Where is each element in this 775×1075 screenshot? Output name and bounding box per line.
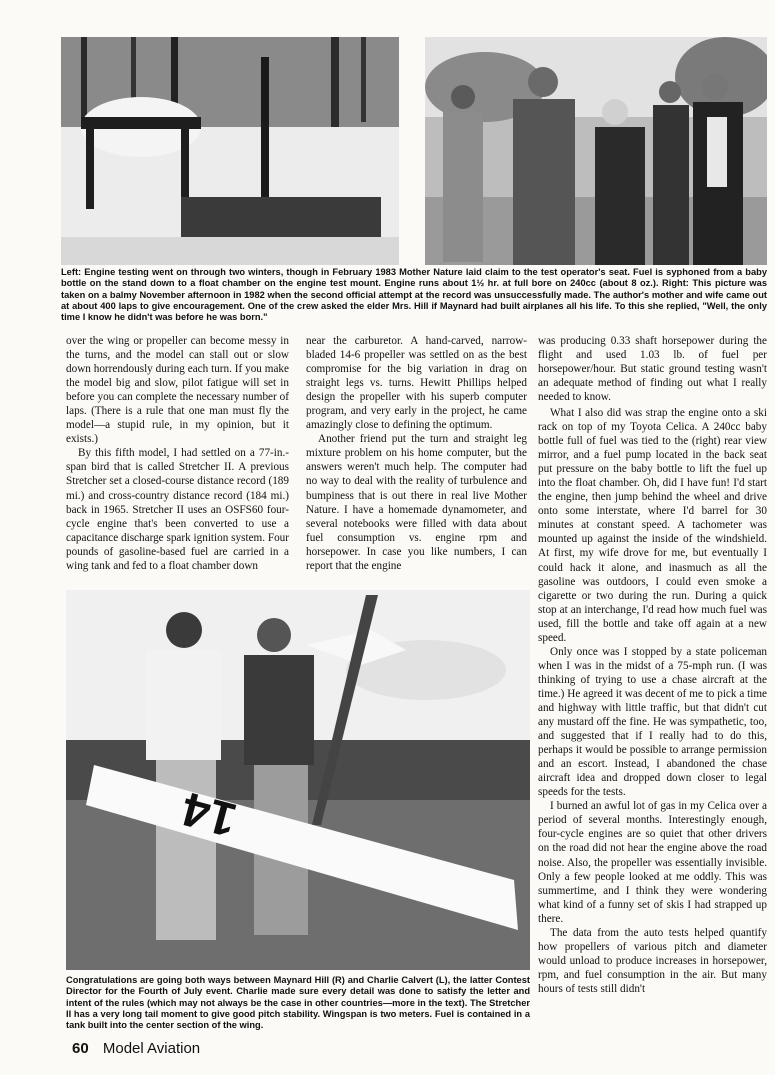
paragraph: I burned an awful lot of gas in my Celica over a period of several months. Interestingly enough, four-cycle engines are so quiet that other drivers on the road did not hear the engine above the road noise. Also, the propeller was essentially invisible. Only a few people looked at me oddly. This was summertime, and I think they were wondering what kind of a funny set of skis I had strapped up there.: [538, 800, 767, 925]
photo-engine-test-snow: [61, 37, 399, 265]
paragraph: Another friend put the turn and straight leg mixture problem on his home computer, but the answers weren't much help. The computer had no way to deal with the reality of turbulence and bumpiness that is out there in real live Mother Nature. I have a homemade dynamometer, and several notebooks were filled with data about fuel consumption vs. engine rpm and horsepower. In case you like numbers, I can report that the engine: [306, 433, 527, 572]
text-column-3-top: [538, 334, 767, 404]
magazine-name: Model Aviation: [102, 1040, 201, 1057]
photo-stretcher-ii: [66, 590, 530, 970]
photo-caption-bottom: Congratulations are going both ways between Maynard Hill (R) and Charlie Calvert (L), the latter Contest Director for the Fourth of July event. Charlie made sure every detail was done to satisfy the letter and intent of the rules (which may not always be the case in other countries—more in the text). The Stretcher II has a very long tail moment to give good pitch stability. Wingspan is two meters. Fuel is contained in a tank built into the center section of the wing.: [66, 975, 530, 1031]
paragraph: By this fifth model, I had settled on a 77-in.-span bird that is called Stretcher II. A previous Stretcher set a closed-course distance record (189 mi.) and cross-country distance record (184 mi.) back in 1965. Stretcher II uses an OSFS60 four-cycle engine that's been converted to use a capacitance discharge spark ignition system. Four pounds of gasoline-based fuel are carried in a wing tank and fed to a float chamber down: [66, 447, 289, 572]
photo-spectators: [425, 37, 767, 265]
paragraph: was producing 0.33 shaft horsepower during the flight and used 1.03 lb. of fuel per horsepower/hour. But static ground testing wasn't an adequate method of finding out what I really needed to know.: [538, 335, 767, 404]
text-column-2: [306, 334, 527, 573]
text-column-3: [538, 406, 767, 996]
paragraph: Only once was I stopped by a state policeman when I was in the midst of a 75-mph run. (I was thinking of trying to use a chase aircraft at the time.) He agreed it was decent of me to pick a time and highway with little traffic, but that didn't cut any mustard off the fine. He was sympathetic, too, and suggested that if I really had to do this, perhaps it would be possible to arrange permission and an escort. Instead, I abandoned the chase aircraft idea and dropped down closer to legal speeds for the tests.: [538, 645, 767, 799]
paragraph: What I also did was strap the engine onto a ski rack on top of my Toyota Celica. A 240cc baby bottle full of fuel was tied to the (right) rear view mirror, and a fuel pump located in the back seat put pressure on the baby bottle to lift the fuel up into the float chamber. Oh, did I have fun! I'd start the engine, then jump behind the wheel and drive onto some interstate, where I'd barrel for 30 minutes at constant speed. A tachometer was mounted up against the inside of the windshield. At first, my wife drove for me, but eventually I could hack it alone, and inasmuch as all the gasoline was outdoors, I could even smoke a cigarette or two during the run. During a quick stop at an interchange, I'd read how much fuel was used, fill the bottle and take off again at a new speed.: [538, 407, 767, 644]
paragraph: near the carburetor. A hand-carved, narrow-bladed 14-6 propeller was settled on as the best compromise for the big variation in drag on straight legs vs. turns. Hewitt Phillips helped design the propeller with his superb computer program, and very early in the project, he came amazingly close to defining the optimum.: [306, 335, 527, 432]
paragraph: over the wing or propeller can become messy in the turns, and the model can stall out or slow down horrendously during each turn. If you make the model big and slow, pilot fatigue will set in before you can complete the necessary number of laps. (There is a rule that one man must fly the model—a stupid rule, in my opinion, but it exists.): [66, 335, 289, 446]
page-folio: [72, 1040, 272, 1057]
page-number: 60: [72, 1040, 89, 1057]
text-column-1: [66, 334, 289, 573]
photo-caption-top: Left: Engine testing went on through two winters, though in February 1983 Mother Nature laid claim to the test operator's seat. Fuel is syphoned from a baby bottle on the stand down to a float chamber on the engine test mount. Engine runs about 1½ hr. at full bore on 240cc (about 8 oz.). Right: This picture was taken on a balmy November afternoon in 1982 when the second official attempt at the record was unsuccessfully made. The author's mother and wife came out at about 400 laps to give encouragement. One of the crew asked the elder Mrs. Hill if Maynard had built airplanes all his life. To this she replied, "Well, the only time I know he didn't was before he was born.": [61, 267, 767, 323]
paragraph: The data from the auto tests helped quantify how propellers of various pitch and diameter would unload to produce increases in horsepower, rpm, and fuel consumption in the air. But many hours of tests still didn't: [538, 926, 767, 995]
wing-number: 14: [176, 781, 243, 847]
